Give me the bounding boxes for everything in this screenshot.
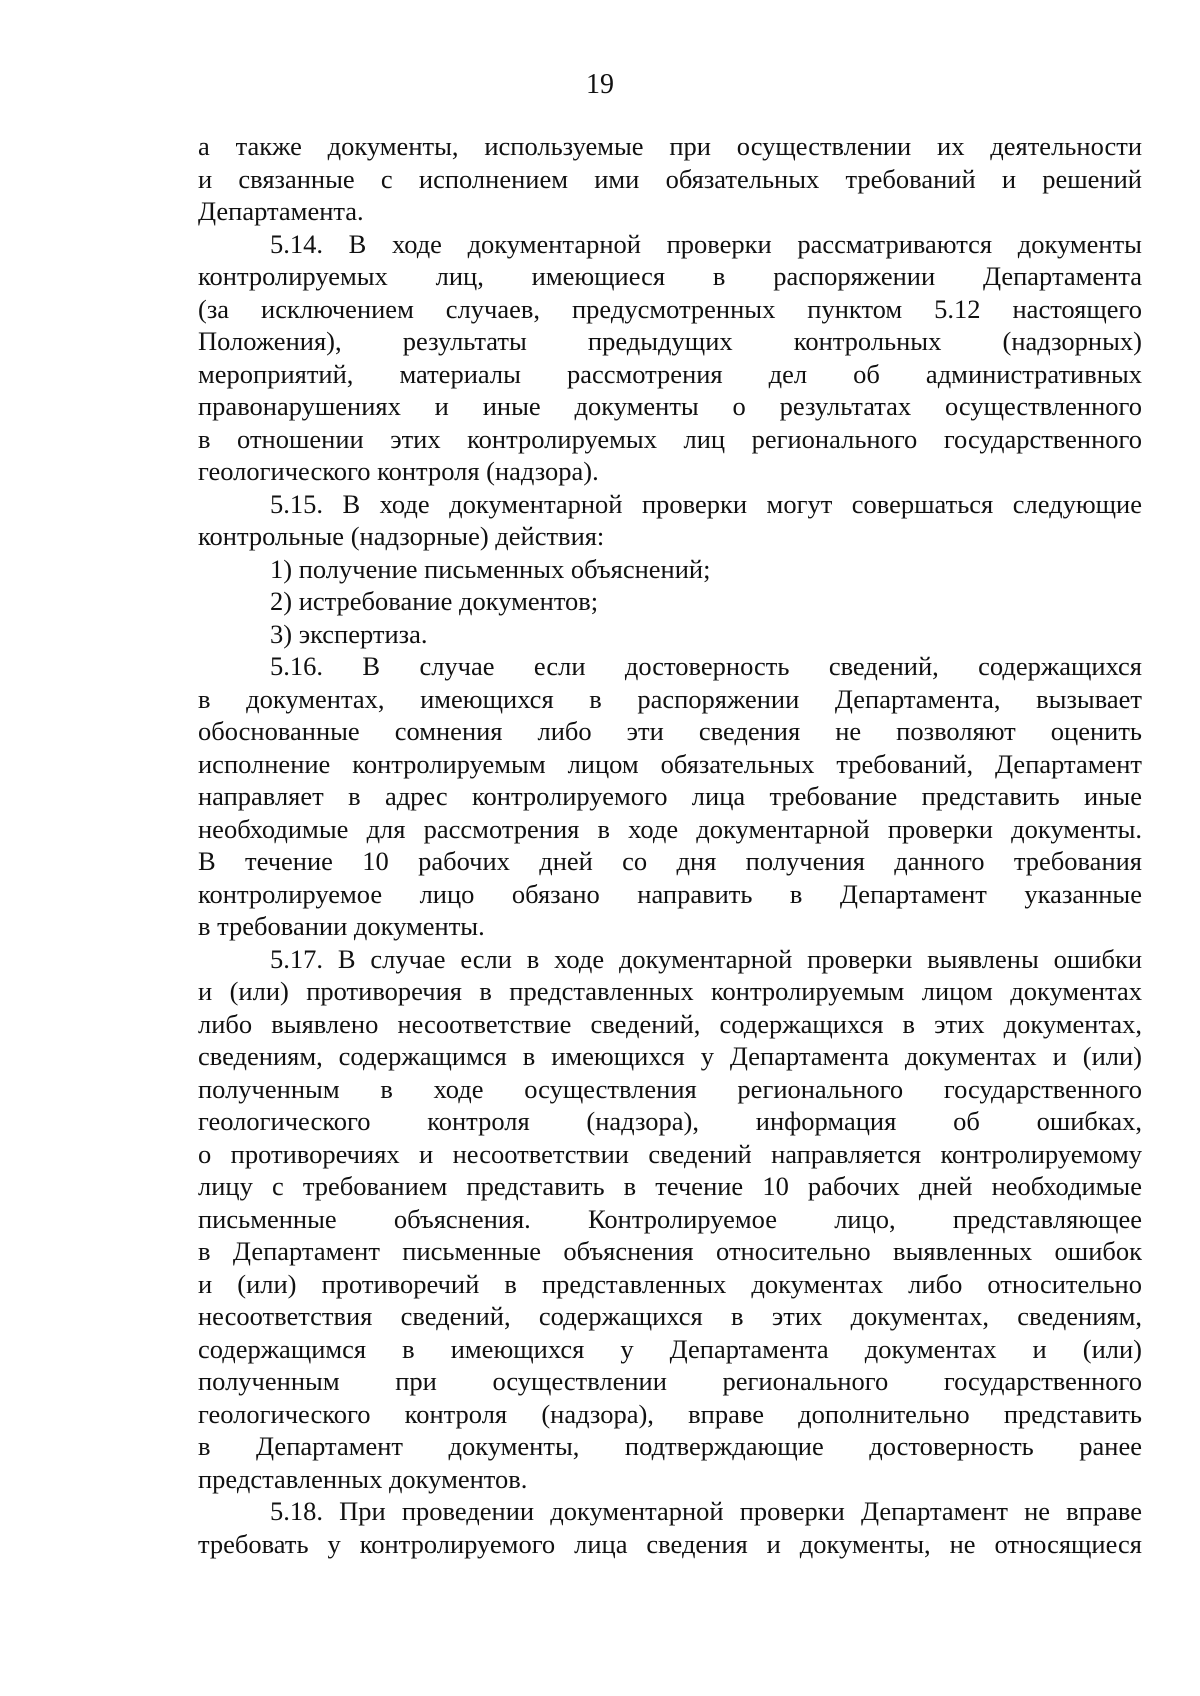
text-line: 2) истребование документов;	[270, 586, 599, 616]
text-line: мероприятий, материалы рассмотрения дел об административных	[198, 358, 1142, 389]
text-line: и (или) противоречия в представленных контролируемым лицом документах	[198, 976, 1142, 1006]
text-line: представленных документов.	[198, 1463, 528, 1494]
text-line: 5.16. В случае если достоверность сведений, содержащихся	[270, 651, 1142, 681]
text-line: геологического контроля (надзора), информация об ошибках,	[198, 1106, 1142, 1136]
text-line: 5.14. В ходе документарной проверки рассматриваются документы	[270, 228, 1142, 259]
text-line: требовать у контролируемого лица сведения и документы, не относящиеся	[198, 1528, 1142, 1559]
document-body	[198, 130, 1142, 1560]
text-line: (за исключением случаев, предусмотренных пунктом 5.12 настоящего	[198, 293, 1142, 324]
text-line: полученным при осуществлении регионального государственного	[198, 1366, 1142, 1396]
text-line: 3) экспертиза.	[270, 618, 428, 649]
text-line: 5.18. При проведении документарной проверки Департамент не вправе	[270, 1496, 1142, 1526]
text-line: и (или) противоречий в представленных документах либо относительно	[198, 1268, 1142, 1299]
text-line: 1) получение письменных объяснений;	[270, 553, 711, 584]
text-line: либо выявлено несоответствие сведений, содержащихся в этих документах,	[198, 1008, 1142, 1039]
text-line: в Департамент документы, подтверждающие достоверность ранее	[198, 1431, 1142, 1461]
text-line: в отношении этих контролируемых лиц регионального государственного	[198, 423, 1142, 454]
text-line: в Департамент письменные объяснения относительно выявленных ошибок	[198, 1236, 1142, 1266]
text-line: Положения), результаты предыдущих контрольных (надзорных)	[198, 326, 1142, 356]
text-line: несоответствия сведений, содержащихся в этих документах, сведениям,	[198, 1301, 1142, 1331]
text-line: геологического контроля (надзора).	[198, 456, 599, 486]
text-line: необходимые для рассмотрения в ходе документарной проверки документы.	[198, 813, 1142, 844]
text-line: контролируемых лиц, имеющиеся в распоряжении Департамента	[198, 261, 1142, 291]
page-number: 19	[586, 69, 614, 100]
text-line: о противоречиях и несоответствии сведений направляется контролируемому	[198, 1138, 1142, 1169]
text-line: контролируемое лицо обязано направить в Департамент указанные	[198, 878, 1142, 909]
text-line: полученным в ходе осуществления регионального государственного	[198, 1073, 1142, 1104]
text-line: В течение 10 рабочих дней со дня получения данного требования	[198, 846, 1142, 876]
text-line: обоснованные сомнения либо эти сведения не позволяют оценить	[198, 716, 1142, 746]
text-line: и связанные с исполнением ими обязательных требований и решений	[198, 163, 1142, 194]
text-line: содержащимся в имеющихся у Департамента документах и (или)	[198, 1333, 1142, 1364]
text-line: геологического контроля (надзора), вправе дополнительно представить	[198, 1398, 1142, 1429]
text-line: правонарушениях и иные документы о результатах осуществленного	[198, 391, 1142, 421]
text-line: лицу с требованием представить в течение 10 рабочих дней необходимые	[198, 1171, 1142, 1201]
text-line: 5.15. В ходе документарной проверки могут совершаться следующие	[270, 488, 1142, 519]
text-line: письменные объяснения. Контролируемое лицо, представляющее	[198, 1203, 1142, 1234]
text-line: в требовании документы.	[198, 911, 485, 941]
text-line: исполнение контролируемым лицом обязательных требований, Департамент	[198, 748, 1142, 779]
text-line: сведениям, содержащимся в имеющихся у Департамента документах и (или)	[198, 1041, 1142, 1071]
text-line: Департамента.	[198, 196, 364, 226]
text-line: направляет в адрес контролируемого лица требование представить иные	[198, 781, 1142, 811]
text-line: контрольные (надзорные) действия:	[198, 521, 605, 551]
text-line: 5.17. В случае если в ходе документарной проверки выявлены ошибки	[270, 943, 1142, 974]
text-line: а также документы, используемые при осуществлении их деятельности	[198, 131, 1142, 161]
text-line: в документах, имеющихся в распоряжении Департамента, вызывает	[198, 683, 1142, 714]
